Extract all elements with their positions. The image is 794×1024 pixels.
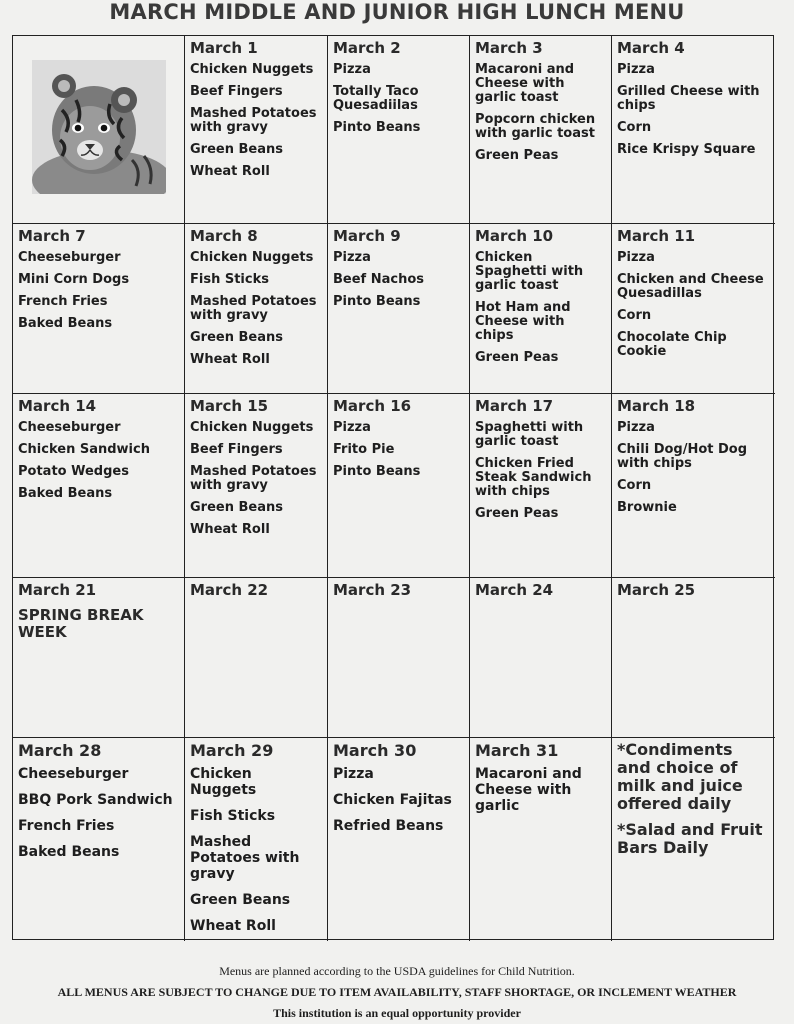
salad-bar-note: *Salad and Fruit Bars Daily bbox=[617, 820, 763, 857]
menu-item: French Fries bbox=[18, 294, 108, 309]
day-cell bbox=[185, 224, 328, 394]
day-date: March 24 bbox=[475, 581, 554, 599]
spring-break-note: SPRING BREAK WEEK bbox=[18, 606, 144, 641]
day-cell bbox=[13, 394, 185, 578]
day-date: March 11 bbox=[617, 227, 696, 245]
menu-item: Corn bbox=[617, 478, 652, 493]
menu-item: Cheeseburger bbox=[18, 766, 129, 782]
day-date: March 18 bbox=[617, 397, 696, 415]
menu-item: Beef Fingers bbox=[190, 442, 283, 457]
tiger-image bbox=[32, 60, 166, 194]
menu-item: Corn bbox=[617, 308, 652, 323]
menu-item: Cheeseburger bbox=[18, 250, 121, 265]
day-date: March 7 bbox=[18, 227, 86, 245]
day-cell bbox=[470, 224, 612, 394]
menu-item: Pizza bbox=[617, 62, 655, 77]
menu-item: Popcorn chicken with garlic toast bbox=[475, 112, 596, 141]
menu-item: Beef Nachos bbox=[333, 272, 425, 287]
menu-item: Pizza bbox=[333, 62, 371, 77]
menu-item: Spaghetti with garlic toast bbox=[475, 420, 584, 449]
menu-item: Pizza bbox=[333, 250, 371, 265]
day-cell bbox=[185, 394, 328, 578]
day-cell bbox=[328, 578, 470, 738]
day-date: March 16 bbox=[333, 397, 412, 415]
tiger-image-cell bbox=[13, 36, 185, 224]
page-title: MARCH MIDDLE AND JUNIOR HIGH LUNCH MENU bbox=[109, 0, 685, 24]
day-cell bbox=[612, 394, 775, 578]
menu-item: Chicken Nuggets bbox=[190, 766, 257, 798]
menu-item: French Fries bbox=[18, 818, 115, 834]
menu-item: Fish Sticks bbox=[190, 808, 276, 824]
menu-item: Pizza bbox=[617, 420, 655, 435]
day-date: March 28 bbox=[18, 741, 102, 760]
menu-item: Potato Wedges bbox=[18, 464, 129, 479]
day-cell bbox=[470, 36, 612, 224]
menu-item: Refried Beans bbox=[333, 818, 444, 834]
menu-item: Chicken Nuggets bbox=[190, 420, 314, 435]
day-cell bbox=[185, 738, 328, 941]
day-date: March 8 bbox=[190, 227, 258, 245]
day-cell bbox=[328, 738, 470, 941]
day-cell bbox=[470, 394, 612, 578]
change-disclaimer: ALL MENUS ARE SUBJECT TO CHANGE DUE TO ITEM AVAILABILITY, STAFF SHORTAGE, OR INCLEMENT WEATHER bbox=[57, 985, 737, 999]
day-cell bbox=[13, 578, 185, 738]
menu-item: Corn bbox=[617, 120, 652, 135]
menu-item: Chocolate Chip Cookie bbox=[617, 330, 727, 359]
day-cell bbox=[612, 36, 775, 224]
menu-item: Pinto Beans bbox=[333, 464, 421, 479]
menu-item: Green Beans bbox=[190, 142, 283, 157]
menu-item: Brownie bbox=[617, 500, 677, 515]
menu-item: Beef Fingers bbox=[190, 84, 283, 99]
menu-item: Wheat Roll bbox=[190, 352, 270, 367]
menu-item: Hot Ham and Cheese with chips bbox=[475, 300, 571, 343]
equal-opportunity-note: This institution is an equal opportunity provider bbox=[273, 1006, 521, 1020]
menu-item: Pinto Beans bbox=[333, 294, 421, 309]
day-cell bbox=[612, 224, 775, 394]
menu-item: Mashed Potatoes with gravy bbox=[190, 464, 317, 493]
menu-item: Chicken Sandwich bbox=[18, 442, 150, 457]
menu-item: Chicken Fajitas bbox=[333, 792, 452, 808]
menu-item: Fish Sticks bbox=[190, 272, 269, 287]
day-cell bbox=[328, 224, 470, 394]
menu-item: Mini Corn Dogs bbox=[18, 272, 130, 287]
menu-item: Wheat Roll bbox=[190, 522, 270, 537]
condiments-note: *Condiments and choice of milk and juice offered daily bbox=[617, 740, 743, 813]
menu-item: Chicken and Cheese Quesadillas bbox=[617, 272, 764, 301]
day-date: March 21 bbox=[18, 581, 97, 599]
menu-item: Chicken Fried Steak Sandwich with chips bbox=[475, 456, 592, 499]
day-cell bbox=[470, 578, 612, 738]
menu-item: Green Beans bbox=[190, 500, 283, 515]
day-cell bbox=[328, 36, 470, 224]
menu-calendar bbox=[12, 35, 774, 940]
menu-item: Mashed Potatoes with gravy bbox=[190, 106, 317, 135]
day-date: March 2 bbox=[333, 39, 401, 57]
day-date: March 22 bbox=[190, 581, 269, 599]
menu-item: Pizza bbox=[333, 420, 371, 435]
day-cell bbox=[13, 738, 185, 941]
menu-item: Green Beans bbox=[190, 330, 283, 345]
usda-footer: Menus are planned according to the USDA guidelines for Child Nutrition. bbox=[219, 964, 575, 978]
menu-item: Frito Pie bbox=[333, 442, 395, 457]
day-date: March 15 bbox=[190, 397, 269, 415]
day-date: March 3 bbox=[475, 39, 543, 57]
menu-item: Grilled Cheese with chips bbox=[617, 84, 760, 113]
menu-item: BBQ Pork Sandwich bbox=[18, 792, 173, 808]
menu-item: Chicken Spaghetti with garlic toast bbox=[475, 250, 584, 293]
menu-item: Green Beans bbox=[190, 892, 291, 908]
day-cell bbox=[328, 394, 470, 578]
menu-item: Mashed Potatoes with gravy bbox=[190, 294, 317, 323]
day-date: March 4 bbox=[617, 39, 685, 57]
day-cell bbox=[185, 36, 328, 224]
day-cell bbox=[612, 578, 775, 738]
menu-item: Green Peas bbox=[475, 148, 559, 163]
day-date: March 10 bbox=[475, 227, 554, 245]
menu-item: Chicken Nuggets bbox=[190, 62, 314, 77]
menu-item: Macaroni and Cheese with garlic toast bbox=[475, 62, 575, 105]
menu-item: Pizza bbox=[617, 250, 655, 265]
menu-item: Pizza bbox=[333, 766, 374, 782]
day-date: March 9 bbox=[333, 227, 401, 245]
menu-item: Macaroni and Cheese with garlic bbox=[475, 766, 582, 814]
menu-item: Wheat Roll bbox=[190, 164, 270, 179]
notes-cell bbox=[612, 738, 775, 941]
menu-item: Totally Taco Quesadiilas bbox=[333, 84, 419, 113]
day-date: March 30 bbox=[333, 741, 417, 760]
day-cell bbox=[185, 578, 328, 738]
menu-item: Chicken Nuggets bbox=[190, 250, 314, 265]
day-cell bbox=[13, 224, 185, 394]
day-date: March 14 bbox=[18, 397, 97, 415]
menu-item: Rice Krispy Square bbox=[617, 142, 756, 157]
menu-item: Mashed Potatoes with gravy bbox=[190, 834, 300, 882]
day-date: March 31 bbox=[475, 741, 559, 760]
menu-item: Chili Dog/Hot Dog with chips bbox=[617, 442, 748, 471]
menu-item: Pinto Beans bbox=[333, 120, 421, 135]
menu-item: Green Peas bbox=[475, 350, 559, 365]
menu-item: Baked Beans bbox=[18, 844, 120, 860]
menu-item: Baked Beans bbox=[18, 486, 113, 501]
day-date: March 23 bbox=[333, 581, 412, 599]
day-date: March 1 bbox=[190, 39, 258, 57]
day-cell bbox=[470, 738, 612, 941]
day-date: March 29 bbox=[190, 741, 274, 760]
day-date: March 25 bbox=[617, 581, 696, 599]
menu-item: Baked Beans bbox=[18, 316, 113, 331]
day-date: March 17 bbox=[475, 397, 554, 415]
menu-item: Wheat Roll bbox=[190, 918, 276, 934]
tiger-cub-illustration bbox=[32, 60, 166, 194]
menu-item: Cheeseburger bbox=[18, 420, 121, 435]
menu-item: Green Peas bbox=[475, 506, 559, 521]
